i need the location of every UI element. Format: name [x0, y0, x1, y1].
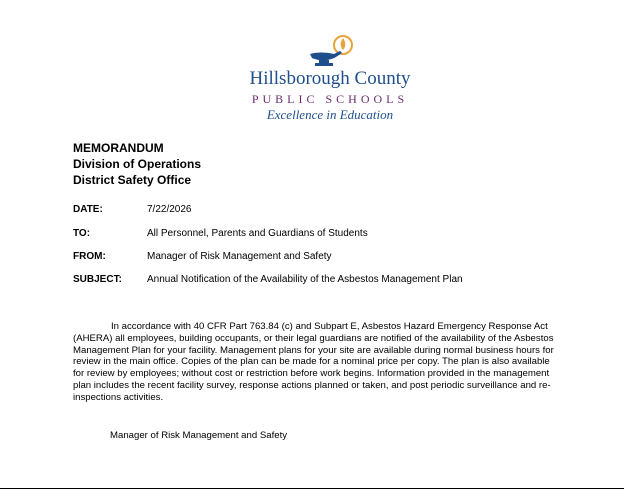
- to-label: TO:: [73, 228, 91, 239]
- lamp-of-learning-icon: [306, 34, 354, 68]
- signature: Manager of Risk Management and Safety: [110, 430, 288, 441]
- org-motto: Excellence in Education: [266, 107, 394, 122]
- org-name: Hillsborough County: [249, 68, 411, 89]
- memo-heading: [73, 140, 201, 188]
- memo-division: Division of Operations: [73, 157, 202, 171]
- date-value: 7/22/2026: [147, 204, 192, 215]
- subject-label: SUBJECT:: [73, 274, 122, 285]
- memo-title: MEMORANDUM: [73, 141, 164, 155]
- subject-value: Annual Notification of the Availability of the Asbestos Management Plan: [147, 274, 463, 285]
- from-label: FROM:: [73, 251, 106, 262]
- date-label: DATE:: [73, 204, 103, 215]
- memo-office: District Safety Office: [73, 173, 192, 187]
- org-subtitle: PUBLIC SCHOOLS: [251, 92, 409, 106]
- from-value: Manager of Risk Management and Safety: [147, 251, 332, 262]
- page-bottom-rule: [0, 488, 624, 489]
- to-value: All Personnel, Parents and Guardians of Students: [147, 228, 368, 239]
- memo-body: In accordance with 40 CFR Part 763.84 (c) and Subpart E, Asbestos Hazard Emergency Response Act (AHERA) all employees, building occupants, or their legal guardians are notified of the availability of the Asbestos Management Plan for your facility. Management plans for your site are available during normal business hours for review in the main office. Copies of the plan can be made for a nominal price per copy. The plan is also available for review by employees; without cost or restriction before work begins. Information provided in the management plan includes the recent facility survey, response actions planned or taken, and post periodic surveillance and re-inspections activities.: [73, 321, 554, 403]
